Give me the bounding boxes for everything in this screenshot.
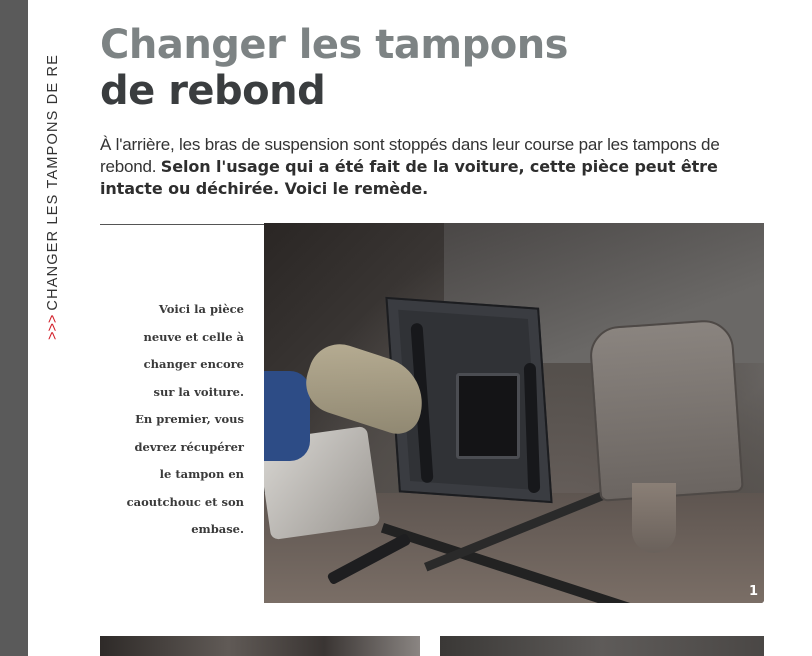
main-photo <box>264 223 764 603</box>
spine-section-title: CHANGER LES TAMPONS DE RE <box>45 53 61 311</box>
caption-line: En premier, vous <box>135 412 244 426</box>
spine-arrows: >>> <box>45 314 61 340</box>
caption-divider <box>100 224 264 225</box>
photo-caption <box>114 296 244 544</box>
photo-number: 1 <box>748 584 758 599</box>
caption-line: embase. <box>191 522 244 536</box>
caption-line: sur la voiture. <box>153 384 244 399</box>
photo-sleeve <box>264 371 310 461</box>
article-title <box>100 22 568 114</box>
article-title-line-1: Changer les tampons <box>100 22 568 68</box>
viewer-margin <box>0 0 28 656</box>
photo-old-mount <box>588 318 744 502</box>
caption-line: Voici la pièce <box>158 302 244 316</box>
caption-line: neuve et celle à <box>143 329 244 344</box>
spine-label <box>42 4 64 344</box>
intro-plain-text: À l'arrière, les bras de suspension sont stoppés dans leur course par les tampons de rebond. <box>100 135 720 176</box>
intro-bold-text: Selon l'usage qui a été fait de la voiture, cette pièce peut être intacte ou déchirée. Voici le remède. <box>100 157 718 198</box>
second-photo <box>100 636 420 656</box>
article-intro <box>100 134 768 200</box>
third-photo <box>440 636 764 656</box>
caption-line: le tampon en <box>159 467 244 481</box>
caption-line: caoutchouc et son <box>126 494 244 509</box>
magazine-page <box>28 0 812 656</box>
photo-old-bump-stop <box>632 483 676 553</box>
article-title-line-2: de rebond <box>100 68 326 114</box>
caption-line: changer encore <box>143 357 244 371</box>
caption-line: devrez récupérer <box>134 439 244 454</box>
photo-new-pad <box>456 373 520 459</box>
